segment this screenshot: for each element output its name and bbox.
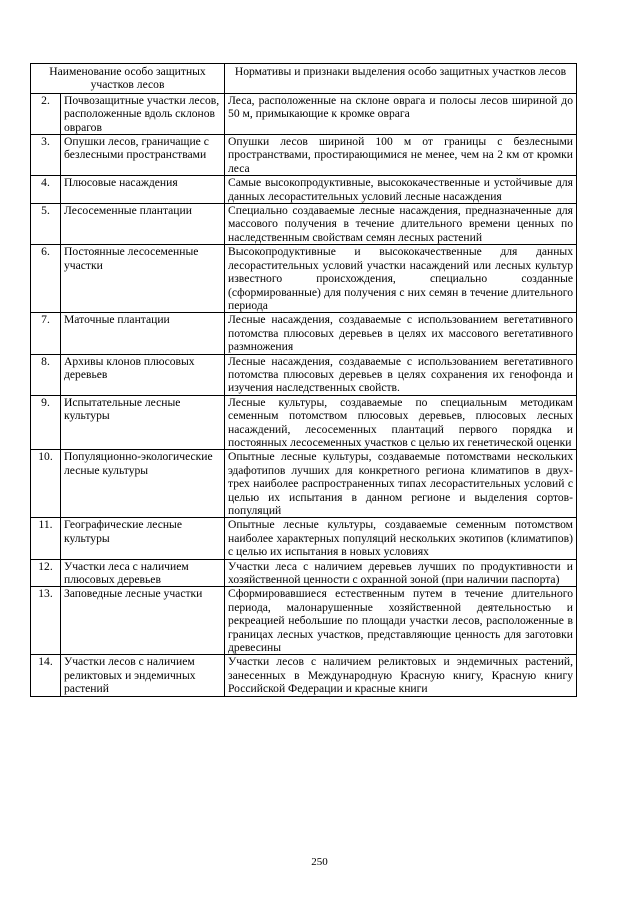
row-number: 2.	[31, 93, 61, 134]
row-criteria: Лесные насаждения, создаваемые с использованием вегетативного потомства плюсовых деревьев в целях их массового вегетативного размножения	[225, 313, 577, 354]
row-area-name: Постоянные лесосеменные участки	[61, 245, 225, 313]
row-criteria: Опытные лесные культуры, создаваемые семенным потомством наиболее характерных популяций нескольких экотипов (климатипов) с целью их испытания в новых условиях	[225, 518, 577, 559]
row-area-name: Плюсовые насаждения	[61, 176, 225, 204]
row-number: 5.	[31, 204, 61, 245]
row-area-name: Лесосеменные плантации	[61, 204, 225, 245]
row-number: 13.	[31, 587, 61, 655]
table-row	[31, 245, 577, 313]
table-row	[31, 450, 577, 518]
header-area-name: Наименование особо защитных участков лесов	[31, 64, 225, 94]
row-criteria: Лесные культуры, создаваемые по специальным методикам семенным потомством плюсовых деревьев, плюсовых лесных насаждений, лесосеменных плантаций первого порядка и постоянных лесосеменных участков с целью их генетической оценки	[225, 395, 577, 450]
row-criteria: Высокопродуктивные и высококачественные для данных лесорастительных условий участки насаждений или лесных культур известного происхождения, специально созданные (сформированные) для получения с них семян в течение длительного периода	[225, 245, 577, 313]
row-number: 6.	[31, 245, 61, 313]
page-number: 250	[311, 856, 328, 868]
row-number: 11.	[31, 518, 61, 559]
row-area-name: Участки леса с наличием плюсовых деревьев	[61, 559, 225, 587]
row-area-name: Географические лесные культуры	[61, 518, 225, 559]
row-area-name: Маточные плантации	[61, 313, 225, 354]
row-number: 4.	[31, 176, 61, 204]
table-row	[31, 559, 577, 587]
row-number: 9.	[31, 395, 61, 450]
row-area-name: Заповедные лесные участки	[61, 587, 225, 655]
table-row	[31, 354, 577, 395]
row-criteria: Опушки лесов шириной 100 м от границы с безлесными пространствами, простирающимися не менее, чем на 2 км от кромки леса	[225, 135, 577, 176]
table-row	[31, 176, 577, 204]
table-row	[31, 587, 577, 655]
row-number: 3.	[31, 135, 61, 176]
row-criteria: Лесные насаждения, создаваемые с использованием вегетативного потомства плюсовых деревьев в целях сохранения их генофонда и изучения наследственных свойств.	[225, 354, 577, 395]
row-number: 7.	[31, 313, 61, 354]
row-criteria: Леса, расположенные на склоне оврага и полосы лесов шириной до 50 м, примыкающие к кромке оврага	[225, 93, 577, 134]
table-row	[31, 135, 577, 176]
row-area-name: Популяционно-экологические лесные культуры	[61, 450, 225, 518]
table-row	[31, 655, 577, 696]
row-area-name: Архивы клонов плюсовых деревьев	[61, 354, 225, 395]
row-criteria: Опытные лесные культуры, создаваемые потомствами нескольких эдафотипов лучших для конкретного региона климатипов в двух-трех наиболее распространенных типах лесорастительных условий с целью их испытания в данном регионе и выделения сортов-популяций	[225, 450, 577, 518]
row-area-name: Опушки лесов, граничащие с безлесными пространствами	[61, 135, 225, 176]
row-number: 12.	[31, 559, 61, 587]
table-row	[31, 518, 577, 559]
table-row	[31, 93, 577, 134]
row-criteria: Участки лесов с наличием реликтовых и эндемичных растений, занесенных в Международную Красную книгу, Красную книгу Российской Федерации и красные книги	[225, 655, 577, 696]
row-criteria: Специально создаваемые лесные насаждения, предназначенные для массового получения в течение длительного времени ценных по наследственным свойствам семян лесных растений	[225, 204, 577, 245]
row-area-name: Испытательные лесные культуры	[61, 395, 225, 450]
row-number: 8.	[31, 354, 61, 395]
table-row	[31, 395, 577, 450]
row-number: 10.	[31, 450, 61, 518]
table-row	[31, 313, 577, 354]
table-body	[31, 93, 577, 696]
table-header-row	[31, 64, 577, 94]
table-row	[31, 204, 577, 245]
row-criteria: Самые высокопродуктивные, высококачественные и устойчивые для данных лесорастительных условий лесные насаждения	[225, 176, 577, 204]
row-criteria: Участки леса с наличием деревьев лучших по продуктивности и хозяйственной ценности с охранной зоной (при наличии паспорта)	[225, 559, 577, 587]
row-area-name: Почвозащитные участки лесов, расположенные вдоль склонов оврагов	[61, 93, 225, 134]
row-area-name: Участки лесов с наличием реликтовых и эндемичных растений	[61, 655, 225, 696]
row-number: 14.	[31, 655, 61, 696]
row-criteria: Сформировавшиеся естественным путем в течение длительного периода, малонарушенные хозяйственной деятельностью и рекреацией небольшие по площади участки лесов, расположенные в границах лесных участков, представляющие ценность для заготовки древесины	[225, 587, 577, 655]
protective-areas-table	[30, 63, 577, 697]
header-criteria: Нормативы и признаки выделения особо защитных участков лесов	[225, 64, 577, 94]
